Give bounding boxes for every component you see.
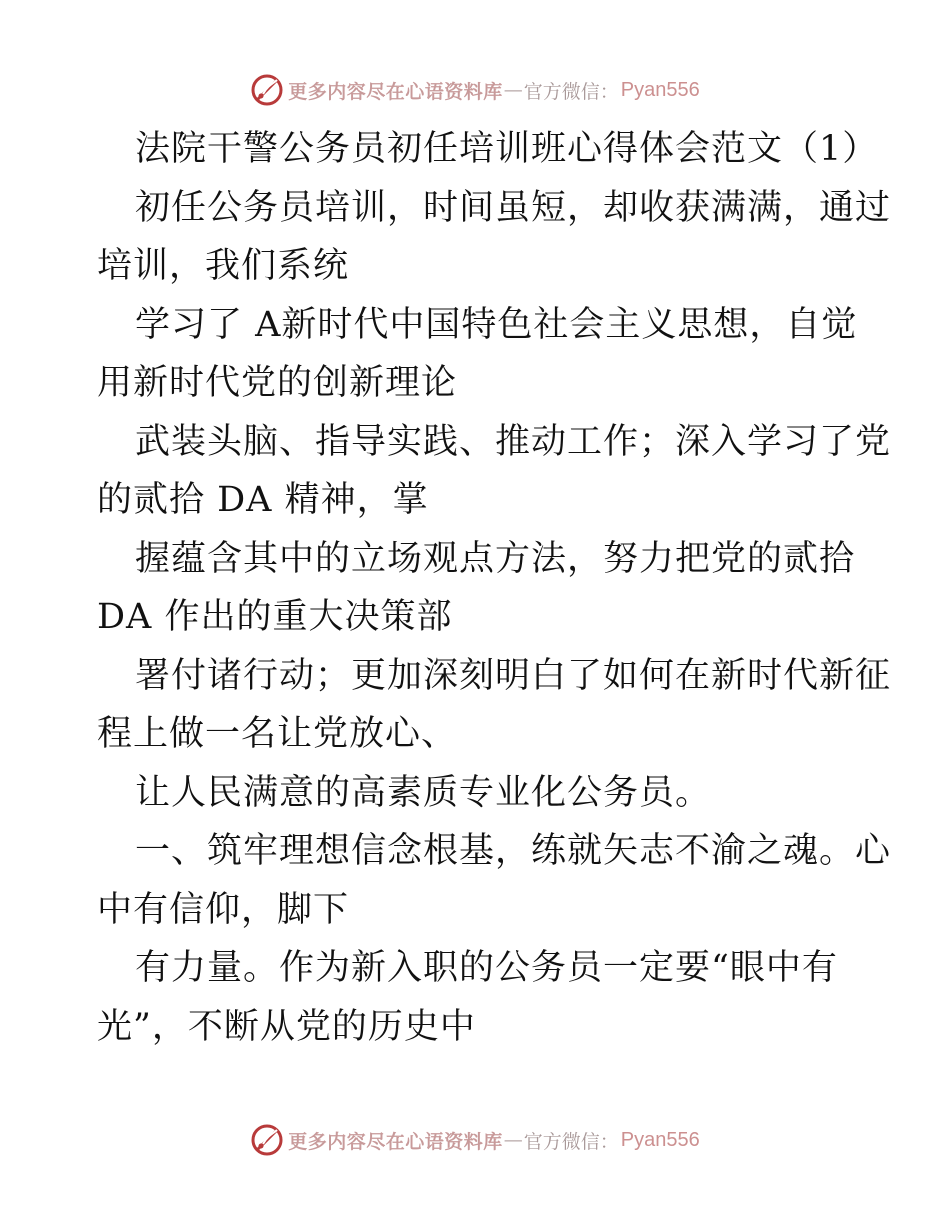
banner-dash: — (503, 1129, 523, 1151)
text-line: 光”，不断从党的历史中 (97, 1006, 476, 1047)
footer-banner (0, 1120, 950, 1160)
header-banner (0, 70, 950, 110)
section-heading-line: 一、筑牢理想信念根基，练就矢志不渝之魂。心 (135, 831, 892, 871)
quill-logo-icon (250, 73, 284, 107)
banner-dash: — (503, 79, 523, 101)
text-line: 让人民满意的高素质专业化公务员。 (135, 772, 712, 813)
document-title: 法院干警公务员初任培训班心得体会范文（1） (135, 129, 879, 169)
banner-main-text: 更多内容尽在心语资料库 (288, 1130, 503, 1153)
text-line: DA 作出的重大决策部 (97, 597, 453, 637)
text-line: 初任公务员培训，时间虽短，却收获满满，通过 (135, 187, 892, 228)
text-line: 程上做一名让党放心、 (97, 714, 458, 754)
text-line: 有力量。作为新入职的公务员一定要“眼中有 (135, 948, 838, 988)
text-line: 中有信仰，脚下 (97, 889, 350, 930)
banner-wechat-id: Pyan556 (620, 1128, 700, 1151)
text-line: 署付诸行动；更加深刻明白了如何在新时代新征 (135, 655, 892, 696)
banner-wechat-label: 官方微信： (523, 80, 619, 103)
banner-wechat-id: Pyan556 (620, 78, 700, 101)
document-body (97, 120, 892, 1056)
text-line: 的贰拾 DA 精神，掌 (97, 480, 429, 520)
text-line: 用新时代党的创新理论 (97, 363, 458, 403)
text-line: 武装头脑、指导实践、推动工作；深入学习了党 (135, 421, 892, 462)
text-line: 握蕴含其中的立场观点方法，努力把党的贰拾 (135, 538, 856, 579)
quill-logo-icon (250, 1123, 284, 1157)
banner-main-text: 更多内容尽在心语资料库 (288, 80, 503, 103)
text-line: 学习了 A新时代中国特色社会主义思想，自觉 (135, 304, 858, 345)
text-line: 培训，我们系统 (97, 246, 350, 286)
banner-wechat-label: 官方微信： (523, 1130, 619, 1153)
